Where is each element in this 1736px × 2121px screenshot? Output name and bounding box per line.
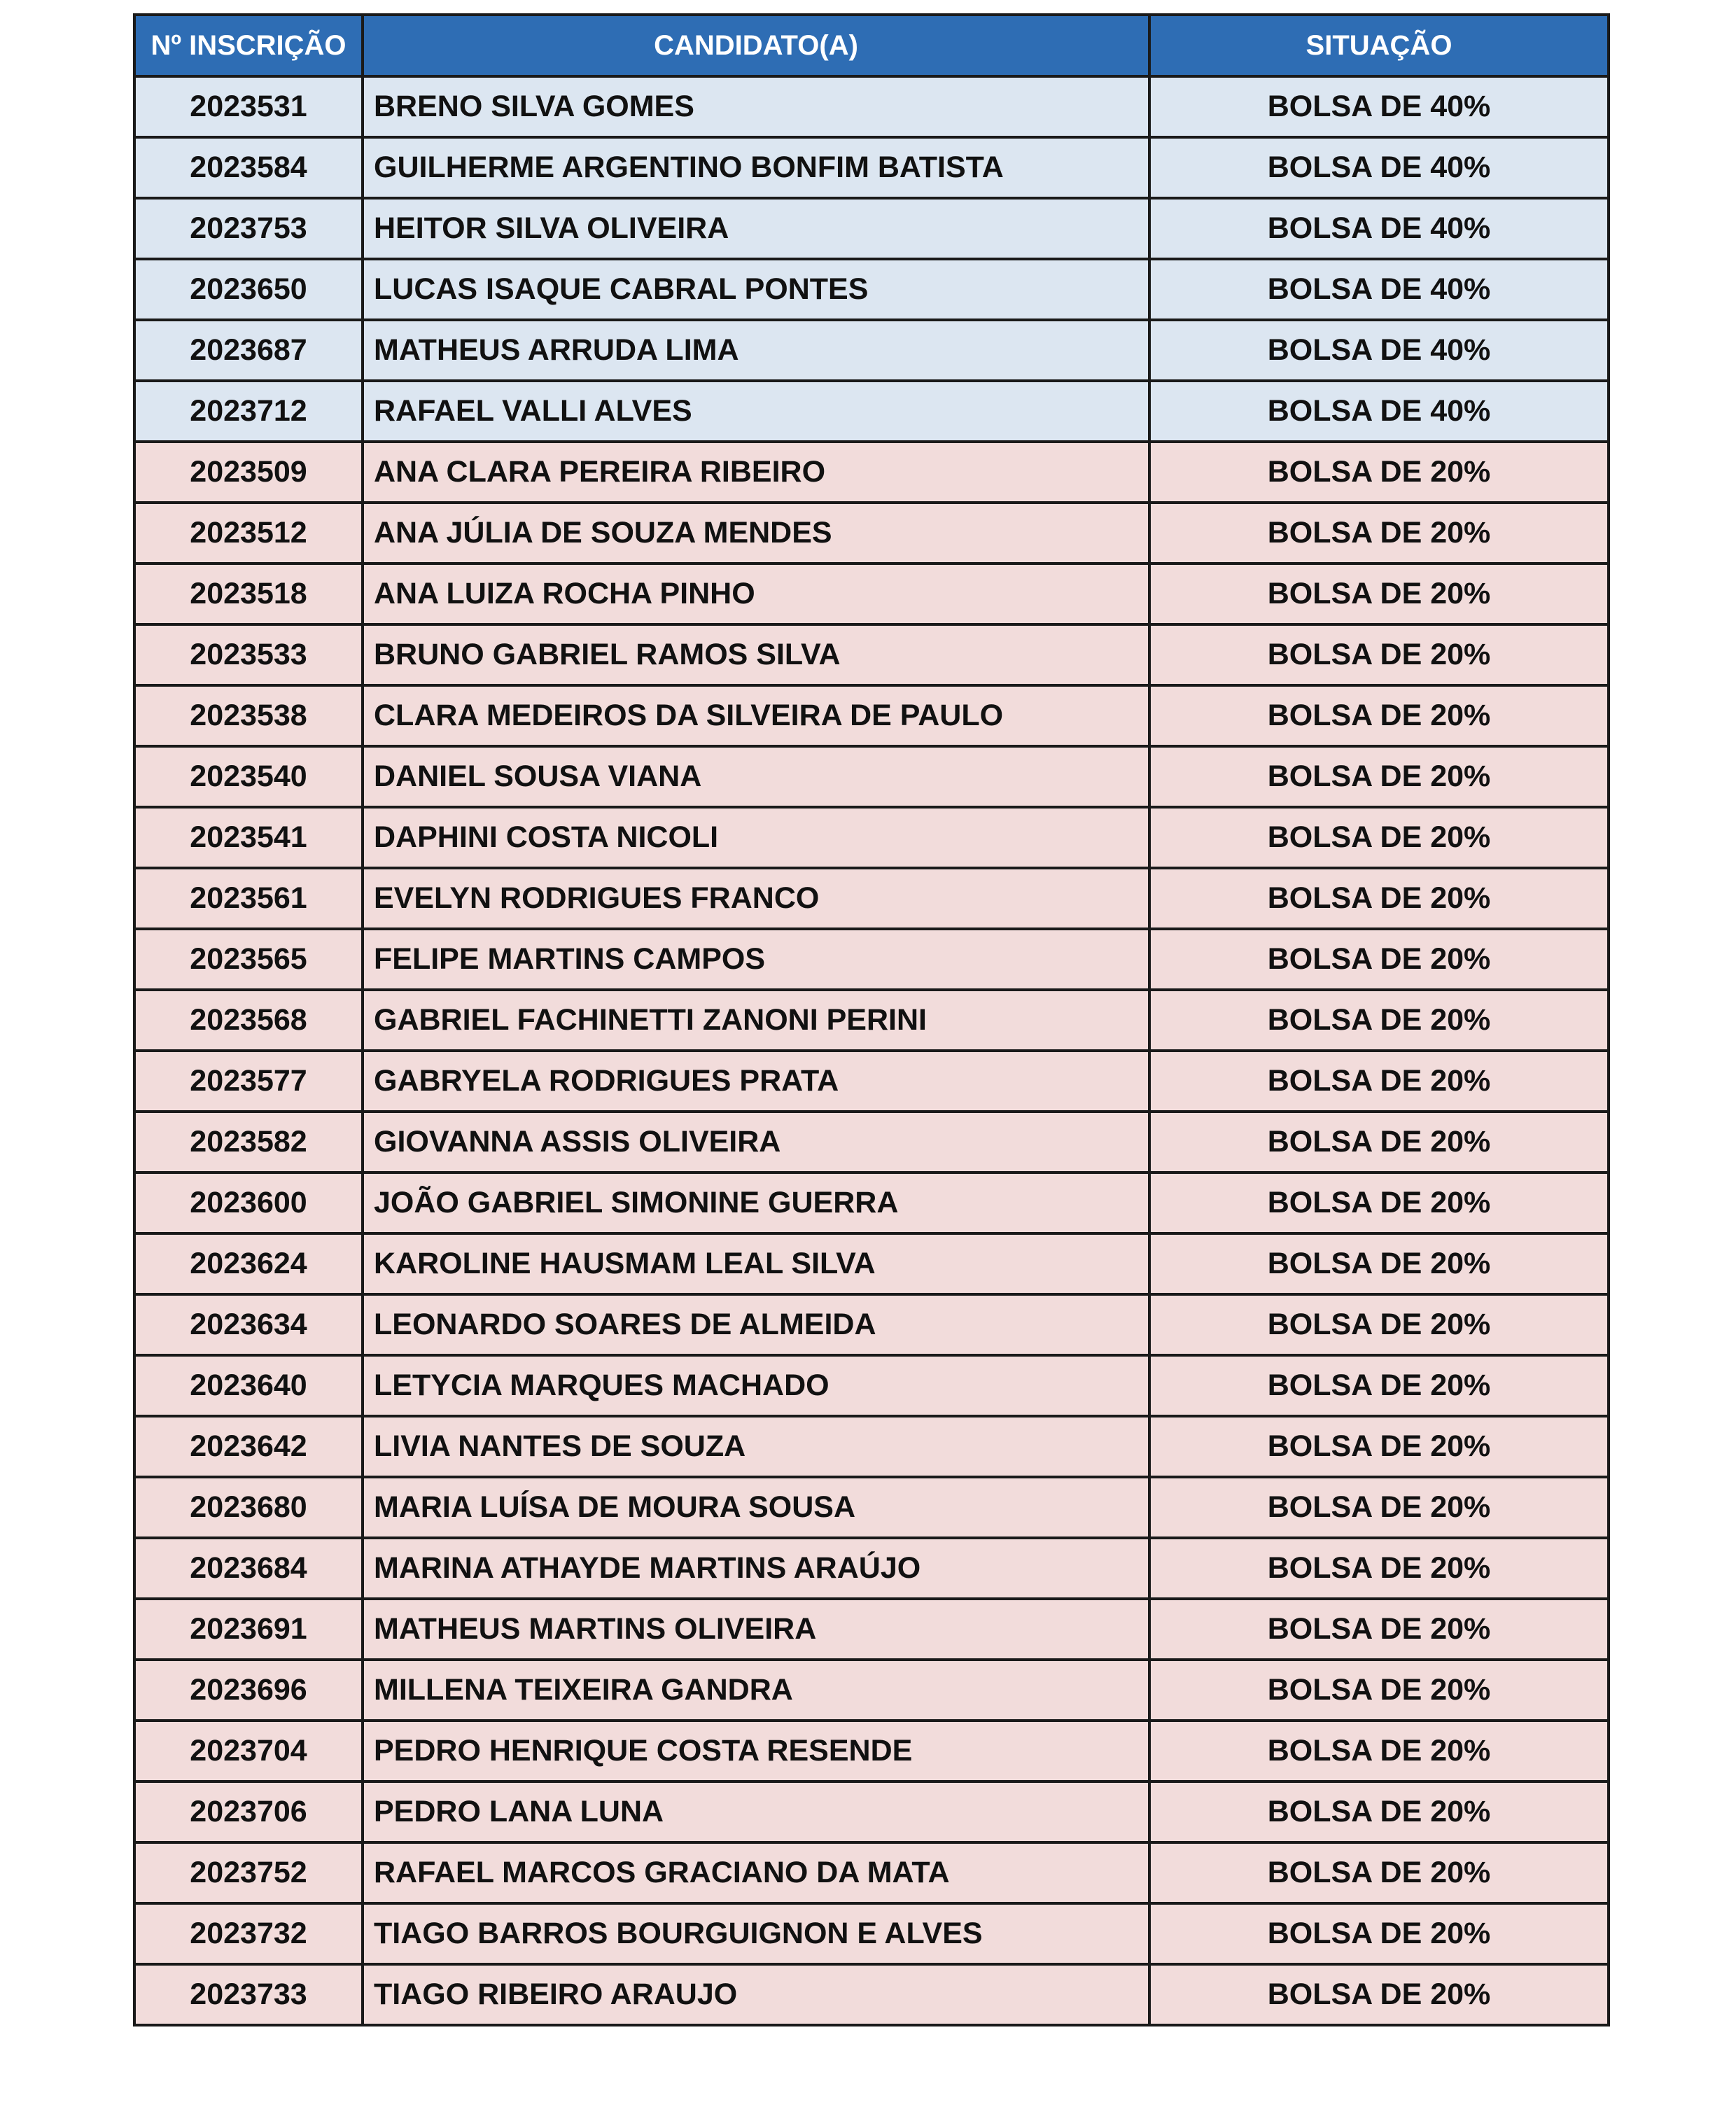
candidate-name-cell: LEONARDO SOARES DE ALMEIDA	[363, 1294, 1149, 1355]
status-cell: BOLSA DE 20%	[1149, 1782, 1609, 1842]
candidate-name-cell: GUILHERME ARGENTINO BONFIM BATISTA	[363, 137, 1149, 198]
table-row	[134, 1660, 1609, 1721]
candidate-name-cell: ANA JÚLIA DE SOUZA MENDES	[363, 503, 1149, 564]
status-cell: BOLSA DE 20%	[1149, 1051, 1609, 1112]
table-row	[134, 1051, 1609, 1112]
table-row	[134, 320, 1609, 381]
candidate-name-cell: LUCAS ISAQUE CABRAL PONTES	[363, 259, 1149, 320]
table-row	[134, 624, 1609, 685]
candidate-name-cell: MARINA ATHAYDE MARTINS ARAÚJO	[363, 1538, 1149, 1599]
registration-number-cell: 2023706	[134, 1782, 363, 1842]
registration-number-cell: 2023577	[134, 1051, 363, 1112]
status-cell: BOLSA DE 40%	[1149, 320, 1609, 381]
registration-number-cell: 2023642	[134, 1416, 363, 1477]
status-cell: BOLSA DE 20%	[1149, 1355, 1609, 1416]
registration-number-cell: 2023561	[134, 868, 363, 929]
registration-number-cell: 2023509	[134, 442, 363, 503]
header-registration-number: Nº INSCRIÇÃO	[134, 15, 363, 76]
candidate-name-cell: JOÃO GABRIEL SIMONINE GUERRA	[363, 1172, 1149, 1233]
candidate-name-cell: FELIPE MARTINS CAMPOS	[363, 929, 1149, 990]
registration-number-cell: 2023568	[134, 990, 363, 1051]
table-row	[134, 1842, 1609, 1903]
table-row	[134, 381, 1609, 442]
candidate-name-cell: GABRIEL FACHINETTI ZANONI PERINI	[363, 990, 1149, 1051]
table-row	[134, 807, 1609, 868]
status-cell: BOLSA DE 20%	[1149, 1233, 1609, 1294]
table-row	[134, 442, 1609, 503]
candidate-name-cell: RAFAEL VALLI ALVES	[363, 381, 1149, 442]
status-cell: BOLSA DE 20%	[1149, 1172, 1609, 1233]
candidate-name-cell: EVELYN RODRIGUES FRANCO	[363, 868, 1149, 929]
status-cell: BOLSA DE 20%	[1149, 1294, 1609, 1355]
candidate-name-cell: ANA LUIZA ROCHA PINHO	[363, 564, 1149, 624]
header-status: SITUAÇÃO	[1149, 15, 1609, 76]
status-cell: BOLSA DE 20%	[1149, 685, 1609, 746]
status-cell: BOLSA DE 20%	[1149, 1599, 1609, 1660]
candidate-name-cell: MARIA LUÍSA DE MOURA SOUSA	[363, 1477, 1149, 1538]
registration-number-cell: 2023680	[134, 1477, 363, 1538]
candidate-name-cell: TIAGO RIBEIRO ARAUJO	[363, 1964, 1149, 2025]
registration-number-cell: 2023518	[134, 564, 363, 624]
status-cell: BOLSA DE 20%	[1149, 1477, 1609, 1538]
status-cell: BOLSA DE 20%	[1149, 564, 1609, 624]
registration-number-cell: 2023600	[134, 1172, 363, 1233]
header-candidate: CANDIDATO(A)	[363, 15, 1149, 76]
status-cell: BOLSA DE 40%	[1149, 76, 1609, 137]
status-cell: BOLSA DE 20%	[1149, 929, 1609, 990]
status-cell: BOLSA DE 40%	[1149, 381, 1609, 442]
status-cell: BOLSA DE 20%	[1149, 807, 1609, 868]
registration-number-cell: 2023533	[134, 624, 363, 685]
candidate-name-cell: TIAGO BARROS BOURGUIGNON E ALVES	[363, 1903, 1149, 1964]
registration-number-cell: 2023696	[134, 1660, 363, 1721]
registration-number-cell: 2023733	[134, 1964, 363, 2025]
table-row	[134, 1112, 1609, 1172]
registration-number-cell: 2023691	[134, 1599, 363, 1660]
table-body	[134, 76, 1609, 2025]
registration-number-cell: 2023634	[134, 1294, 363, 1355]
registration-number-cell: 2023540	[134, 746, 363, 807]
registration-number-cell: 2023538	[134, 685, 363, 746]
table-row	[134, 1599, 1609, 1660]
table-row	[134, 746, 1609, 807]
status-cell: BOLSA DE 20%	[1149, 746, 1609, 807]
candidate-name-cell: ANA CLARA PEREIRA RIBEIRO	[363, 442, 1149, 503]
status-cell: BOLSA DE 40%	[1149, 259, 1609, 320]
candidate-name-cell: GIOVANNA ASSIS OLIVEIRA	[363, 1112, 1149, 1172]
candidate-name-cell: MATHEUS MARTINS OLIVEIRA	[363, 1599, 1149, 1660]
table-row	[134, 1538, 1609, 1599]
table-header	[134, 15, 1609, 76]
status-cell: BOLSA DE 20%	[1149, 868, 1609, 929]
registration-number-cell: 2023541	[134, 807, 363, 868]
table-row	[134, 198, 1609, 259]
candidate-name-cell: LETYCIA MARQUES MACHADO	[363, 1355, 1149, 1416]
candidate-name-cell: MILLENA TEIXEIRA GANDRA	[363, 1660, 1149, 1721]
registration-number-cell: 2023640	[134, 1355, 363, 1416]
status-cell: BOLSA DE 20%	[1149, 1112, 1609, 1172]
table-row	[134, 1172, 1609, 1233]
candidate-name-cell: HEITOR SILVA OLIVEIRA	[363, 198, 1149, 259]
registration-number-cell: 2023565	[134, 929, 363, 990]
registration-number-cell: 2023531	[134, 76, 363, 137]
header-row	[134, 15, 1609, 76]
status-cell: BOLSA DE 20%	[1149, 1842, 1609, 1903]
candidate-name-cell: KAROLINE HAUSMAM LEAL SILVA	[363, 1233, 1149, 1294]
table-row	[134, 1294, 1609, 1355]
registration-number-cell: 2023704	[134, 1721, 363, 1782]
status-cell: BOLSA DE 20%	[1149, 1903, 1609, 1964]
table-row	[134, 503, 1609, 564]
candidate-name-cell: BRUNO GABRIEL RAMOS SILVA	[363, 624, 1149, 685]
status-cell: BOLSA DE 20%	[1149, 1721, 1609, 1782]
table-row	[134, 1355, 1609, 1416]
status-cell: BOLSA DE 20%	[1149, 1538, 1609, 1599]
table-row	[134, 685, 1609, 746]
registration-number-cell: 2023624	[134, 1233, 363, 1294]
status-cell: BOLSA DE 20%	[1149, 990, 1609, 1051]
registration-number-cell: 2023732	[134, 1903, 363, 1964]
registration-number-cell: 2023584	[134, 137, 363, 198]
status-cell: BOLSA DE 20%	[1149, 1660, 1609, 1721]
candidate-name-cell: BRENO SILVA GOMES	[363, 76, 1149, 137]
table-row	[134, 259, 1609, 320]
status-cell: BOLSA DE 40%	[1149, 198, 1609, 259]
candidate-name-cell: PEDRO LANA LUNA	[363, 1782, 1149, 1842]
table-row	[134, 1903, 1609, 1964]
registration-number-cell: 2023752	[134, 1842, 363, 1903]
candidate-name-cell: LIVIA NANTES DE SOUZA	[363, 1416, 1149, 1477]
registration-number-cell: 2023753	[134, 198, 363, 259]
registration-number-cell: 2023684	[134, 1538, 363, 1599]
table-row	[134, 1477, 1609, 1538]
table-row	[134, 76, 1609, 137]
status-cell: BOLSA DE 40%	[1149, 137, 1609, 198]
candidate-name-cell: DANIEL SOUSA VIANA	[363, 746, 1149, 807]
status-cell: BOLSA DE 20%	[1149, 624, 1609, 685]
candidate-name-cell: GABRYELA RODRIGUES PRATA	[363, 1051, 1149, 1112]
candidate-name-cell: CLARA MEDEIROS DA SILVEIRA DE PAULO	[363, 685, 1149, 746]
registration-number-cell: 2023687	[134, 320, 363, 381]
registration-number-cell: 2023712	[134, 381, 363, 442]
table-row	[134, 1416, 1609, 1477]
status-cell: BOLSA DE 20%	[1149, 1964, 1609, 2025]
status-cell: BOLSA DE 20%	[1149, 1416, 1609, 1477]
status-cell: BOLSA DE 20%	[1149, 442, 1609, 503]
registration-number-cell: 2023650	[134, 259, 363, 320]
registration-number-cell: 2023512	[134, 503, 363, 564]
table-row	[134, 564, 1609, 624]
status-cell: BOLSA DE 20%	[1149, 503, 1609, 564]
table-row	[134, 990, 1609, 1051]
table-row	[134, 868, 1609, 929]
table-row	[134, 1721, 1609, 1782]
candidate-name-cell: MATHEUS ARRUDA LIMA	[363, 320, 1149, 381]
registration-number-cell: 2023582	[134, 1112, 363, 1172]
table-row	[134, 1782, 1609, 1842]
candidate-name-cell: RAFAEL MARCOS GRACIANO DA MATA	[363, 1842, 1149, 1903]
table-row	[134, 929, 1609, 990]
candidate-name-cell: PEDRO HENRIQUE COSTA RESENDE	[363, 1721, 1149, 1782]
table-row	[134, 1964, 1609, 2025]
candidate-name-cell: DAPHINI COSTA NICOLI	[363, 807, 1149, 868]
table-row	[134, 1233, 1609, 1294]
table-row	[134, 137, 1609, 198]
results-table	[133, 13, 1610, 2026]
